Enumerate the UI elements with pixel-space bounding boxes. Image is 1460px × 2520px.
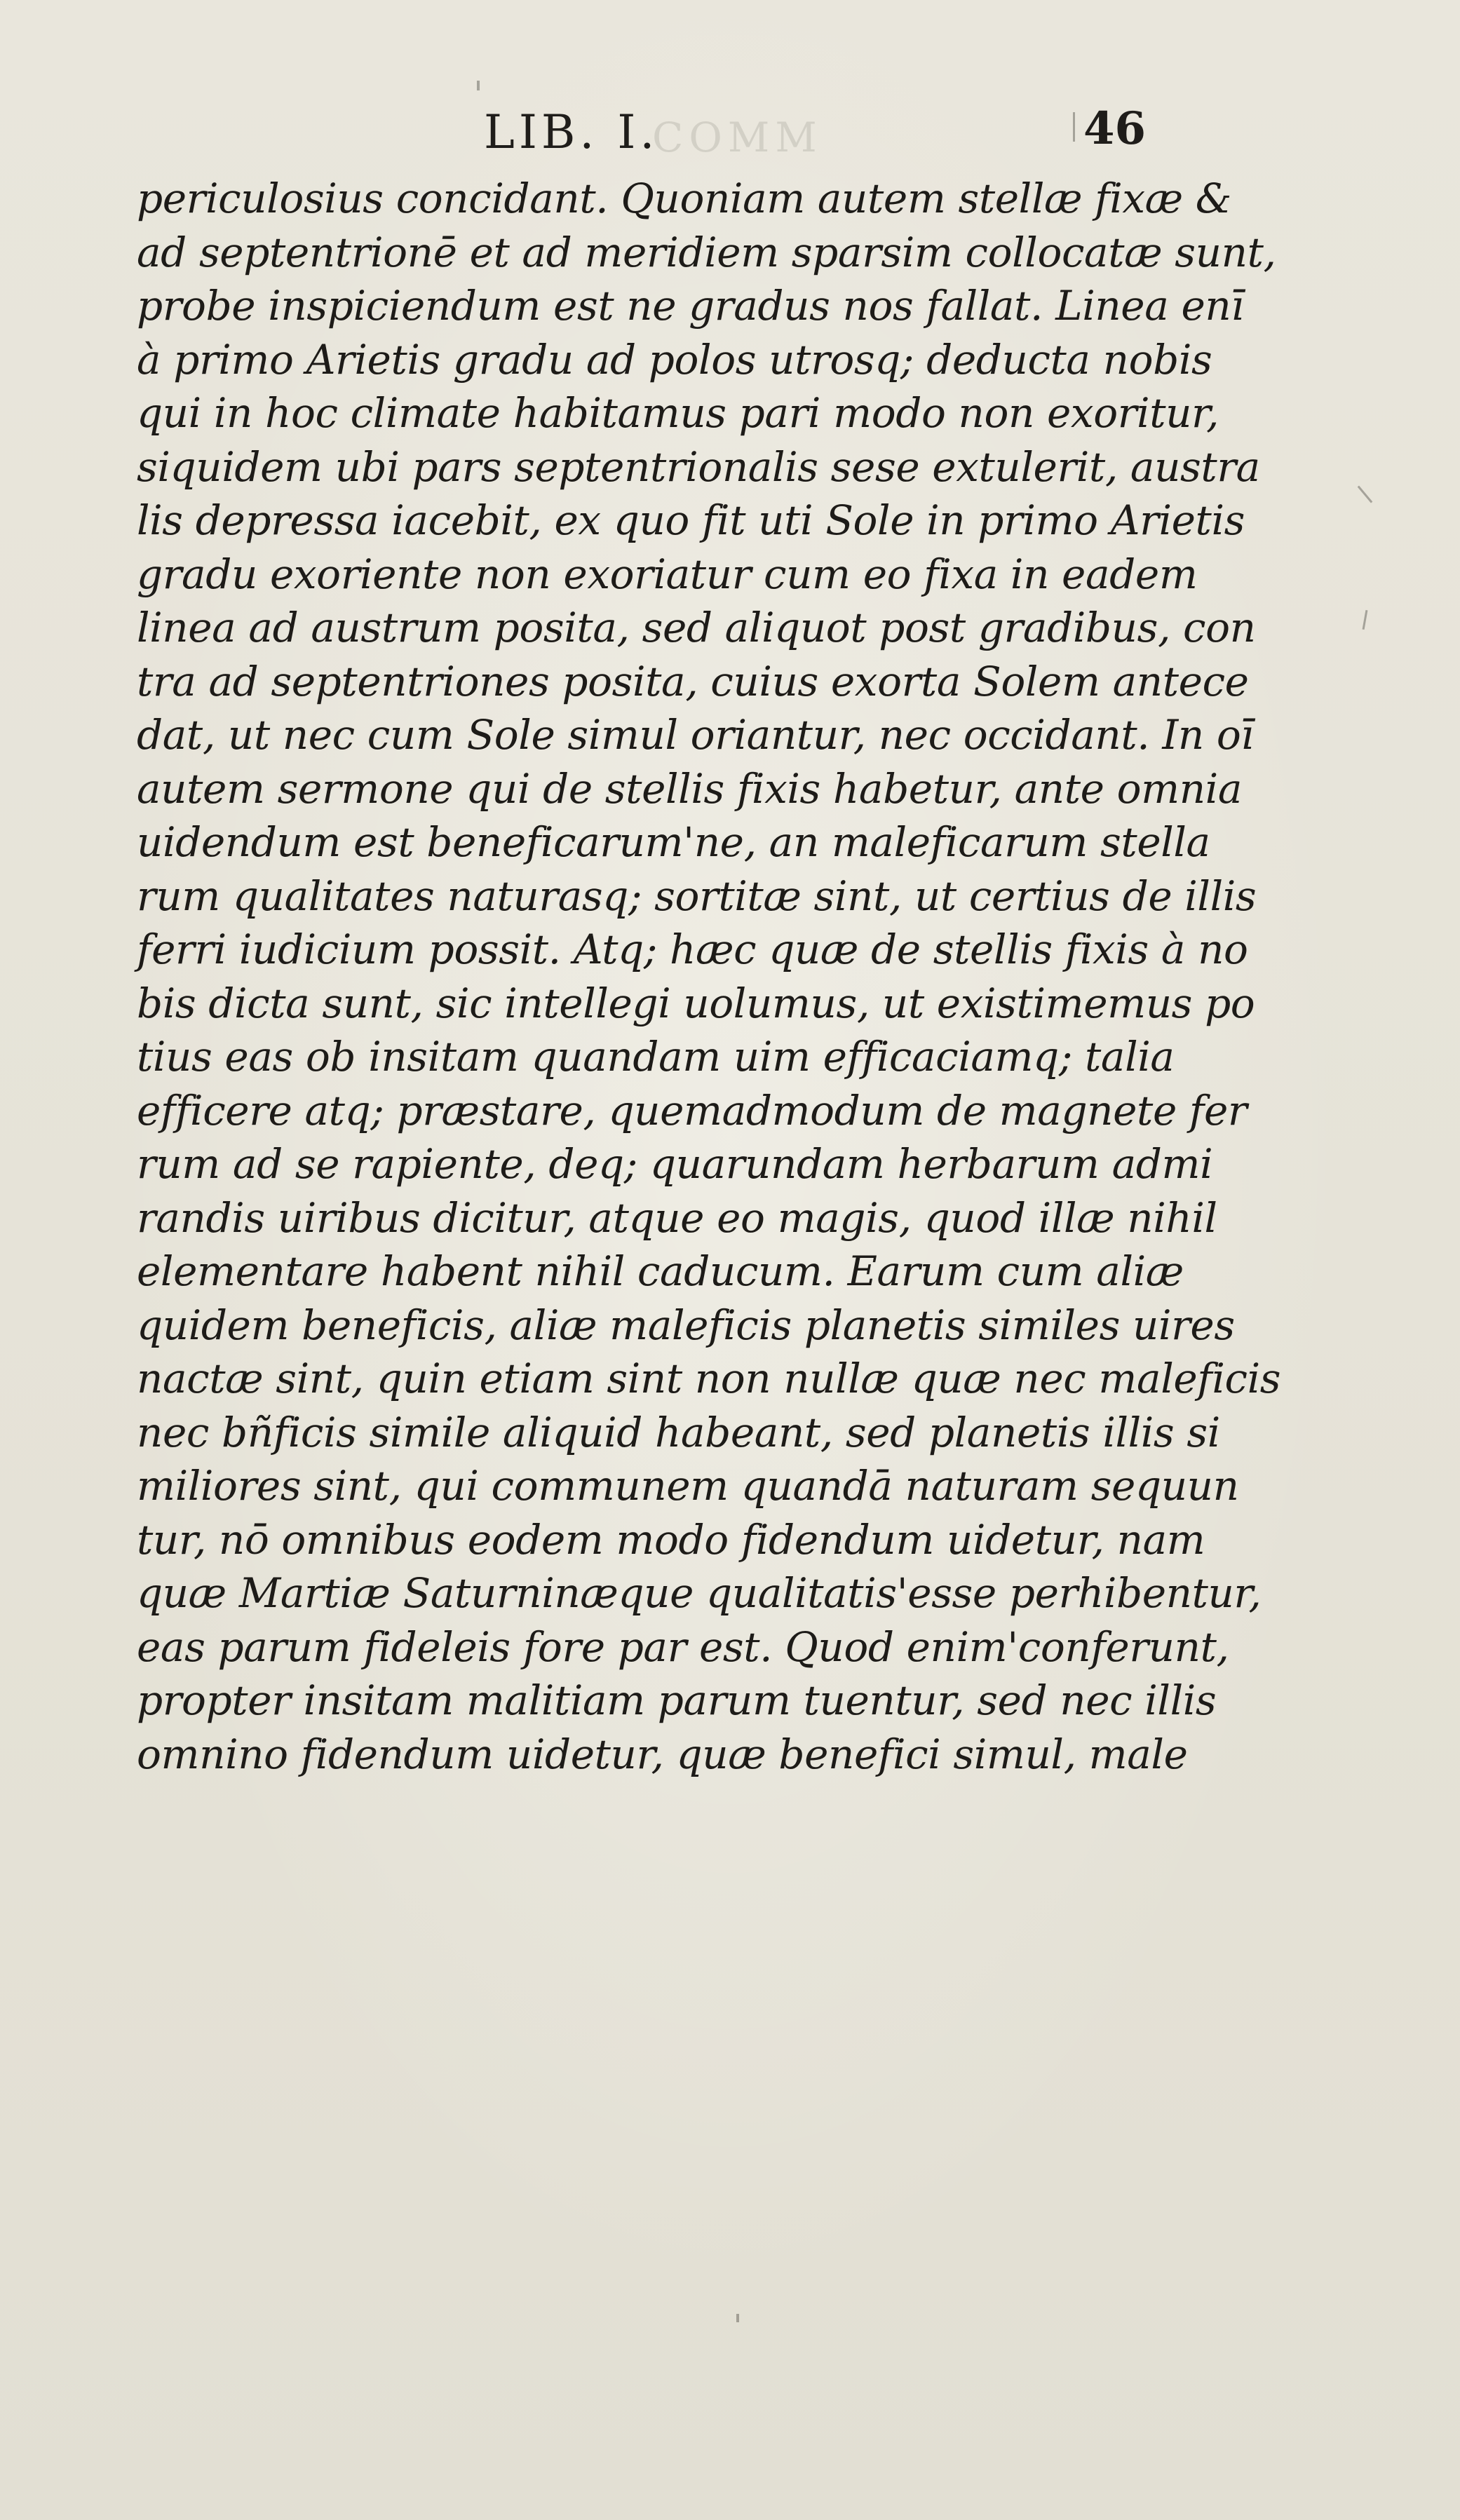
text-line: quidem beneficis, aliæ maleficis planetis similes uires — [137, 1301, 1235, 1349]
page-number: 46 — [1083, 102, 1147, 155]
text-line: omnino fidendum uidetur, quæ benefici simul, male — [137, 1730, 1188, 1778]
text-line: siquidem ubi pars septentrionalis sese extulerit, austra — [137, 442, 1260, 491]
text-line: elementare habent nihil caducum. Earum cum aliæ — [137, 1247, 1184, 1295]
text-line: efficere atq; præstare, quemadmodum de magnete fer — [137, 1086, 1248, 1134]
text-line: quæ Martiæ Saturninæque qualitatis'esse perhibentur, — [137, 1569, 1262, 1617]
body-text — [137, 172, 1287, 1781]
ink-speck — [736, 2314, 739, 2322]
text-line: nec bñficis simile aliquid habeant, sed planetis illis si — [137, 1408, 1220, 1456]
ink-speck — [1073, 112, 1075, 142]
text-line: linea ad austrum posita, sed aliquot post gradibus, con — [137, 604, 1256, 651]
text-line: randis uiribus dicitur, atque eo magis, quod illæ nihil — [137, 1193, 1217, 1242]
text-line: probe inspiciendum est ne gradus nos fallat. Linea enī — [137, 282, 1244, 330]
text-line: tur, nō omnibus eodem modo fidendum uidetur, nam — [137, 1515, 1205, 1564]
text-line: eas parum fideleis fore par est. Quod enim'conferunt, — [137, 1623, 1229, 1671]
text-line: propter insitam malitiam parum tuentur, sed nec illis — [137, 1676, 1217, 1724]
text-line: nactæ sint, quin etiam sint non nullæ quæ nec maleficis — [137, 1355, 1281, 1402]
ink-speck — [1358, 486, 1373, 503]
text-line: autem sermone qui de stellis fixis habetur, ante omnia — [137, 764, 1243, 813]
text-line: miliores sint, qui communem quandā naturam sequun — [137, 1462, 1239, 1510]
text-line: tius eas ob insitam quandam uim efficaciamq; talia — [137, 1033, 1175, 1081]
text-line: rum qualitates naturasq; sortitæ sint, ut certius de illis — [137, 872, 1257, 920]
text-line: lis depressa iacebit, ex quo fit uti Sole in primo Arietis — [137, 496, 1245, 544]
text-line: uidendum est beneficarum'ne, an maleficarum stella — [137, 818, 1210, 866]
text-line: à primo Arietis gradu ad polos utrosq; deducta nobis — [137, 335, 1212, 384]
text-line: ad septentrionē et ad meridiem sparsim collocatæ sunt, — [137, 228, 1276, 276]
page-header — [0, 102, 1460, 182]
text-line: bis dicta sunt, sic intellegi uolumus, ut existimemus po — [137, 979, 1255, 1027]
text-line: dat, ut nec cum Sole simul oriantur, nec occidant. In oī — [137, 711, 1254, 759]
ink-speck — [477, 81, 480, 90]
running-head: LIB. I. — [484, 105, 659, 159]
text-line: rum ad se rapiente, deq; quarundam herbarum admi — [137, 1140, 1213, 1188]
text-line: periculosius concidant. Quoniam autem stellæ fixæ & — [137, 175, 1232, 222]
text-line: gradu exoriente non exoriatur cum eo fixa in eadem — [137, 550, 1198, 598]
ink-speck — [1363, 610, 1368, 630]
text-line: tra ad septentriones posita, cuius exorta Solem antece — [137, 657, 1249, 705]
text-line: ferri iudicium possit. Atq; hæc quæ de stellis fixis à no — [137, 926, 1248, 973]
text-line: qui in hoc climate habitamus pari modo non exoritur, — [137, 389, 1219, 437]
bleed-through-text: COMM — [652, 114, 823, 161]
